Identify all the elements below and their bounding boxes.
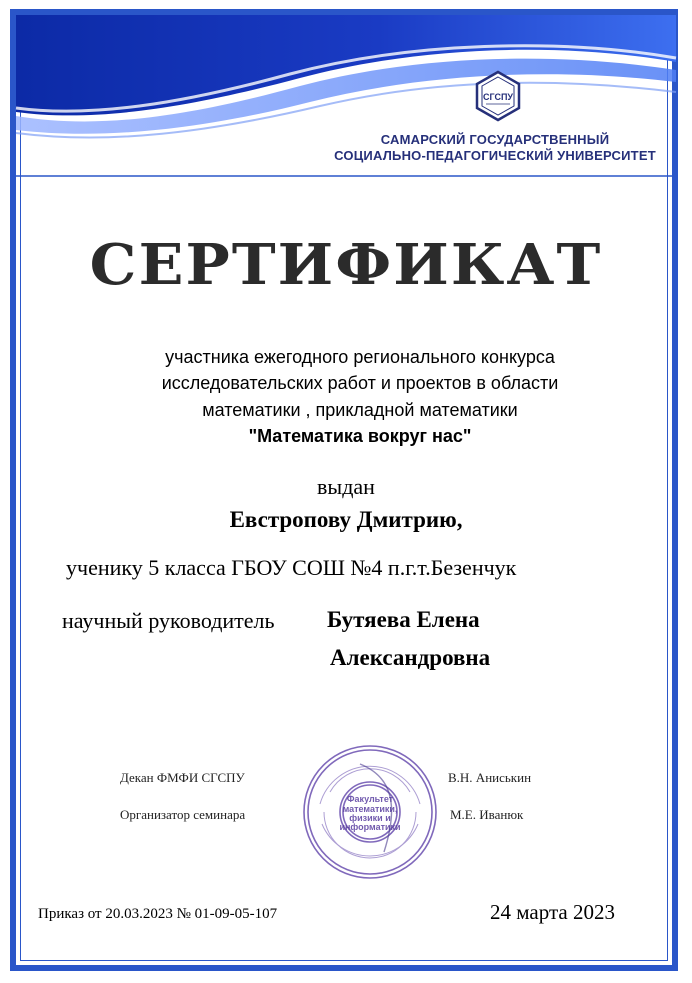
seal-text-line1: Факультет [346, 794, 394, 804]
organizer-name: М.Е. Иванюк [450, 807, 524, 822]
organizer-title: Организатор семинара [120, 807, 246, 822]
supervisor-label: научный руководитель [62, 608, 275, 633]
seal-text-line4: информатики [339, 822, 401, 832]
order-number: Приказ от 20.03.2023 № 01-09-05-107 [38, 906, 278, 922]
university-name-line2: СОЦИАЛЬНО-ПЕДАГОГИЧЕСКИЙ УНИВЕРСИТЕТ [334, 148, 656, 163]
seal-text-line2: математики, [342, 804, 398, 814]
dean-title: Декан ФМФИ СГСПУ [120, 770, 245, 785]
contest-line1: участника ежегодного регионального конкурса [165, 347, 555, 367]
contest-name: "Математика вокруг нас" [248, 426, 472, 446]
contest-line3: математики , прикладной математики [202, 400, 518, 420]
supervisor-name-line2: Александровна [330, 645, 491, 670]
university-logo-icon [472, 70, 524, 122]
faculty-seal-stamp [300, 742, 440, 882]
university-name-line1: САМАРСКИЙ ГОСУДАРСТВЕННЫЙ [380, 132, 610, 147]
recipient-name: Евстропову Дмитрию, [229, 507, 463, 532]
certificate-date: 24 марта 2023 [490, 900, 615, 924]
contest-line2: исследовательских работ и проектов в области [161, 373, 559, 393]
issued-label: выдан [317, 474, 375, 499]
certificate-title: СЕРТИФИКАТ [89, 232, 603, 298]
logo-text: СГСПУ [482, 92, 514, 102]
seal-text-line3: физики и [349, 813, 391, 823]
dean-name: В.Н. Аниськин [448, 770, 532, 785]
supervisor-name-line1: Бутяева Елена [327, 607, 480, 632]
student-info: ученику 5 класса ГБОУ СОШ №4 п.г.т.Безенчук [66, 555, 517, 580]
